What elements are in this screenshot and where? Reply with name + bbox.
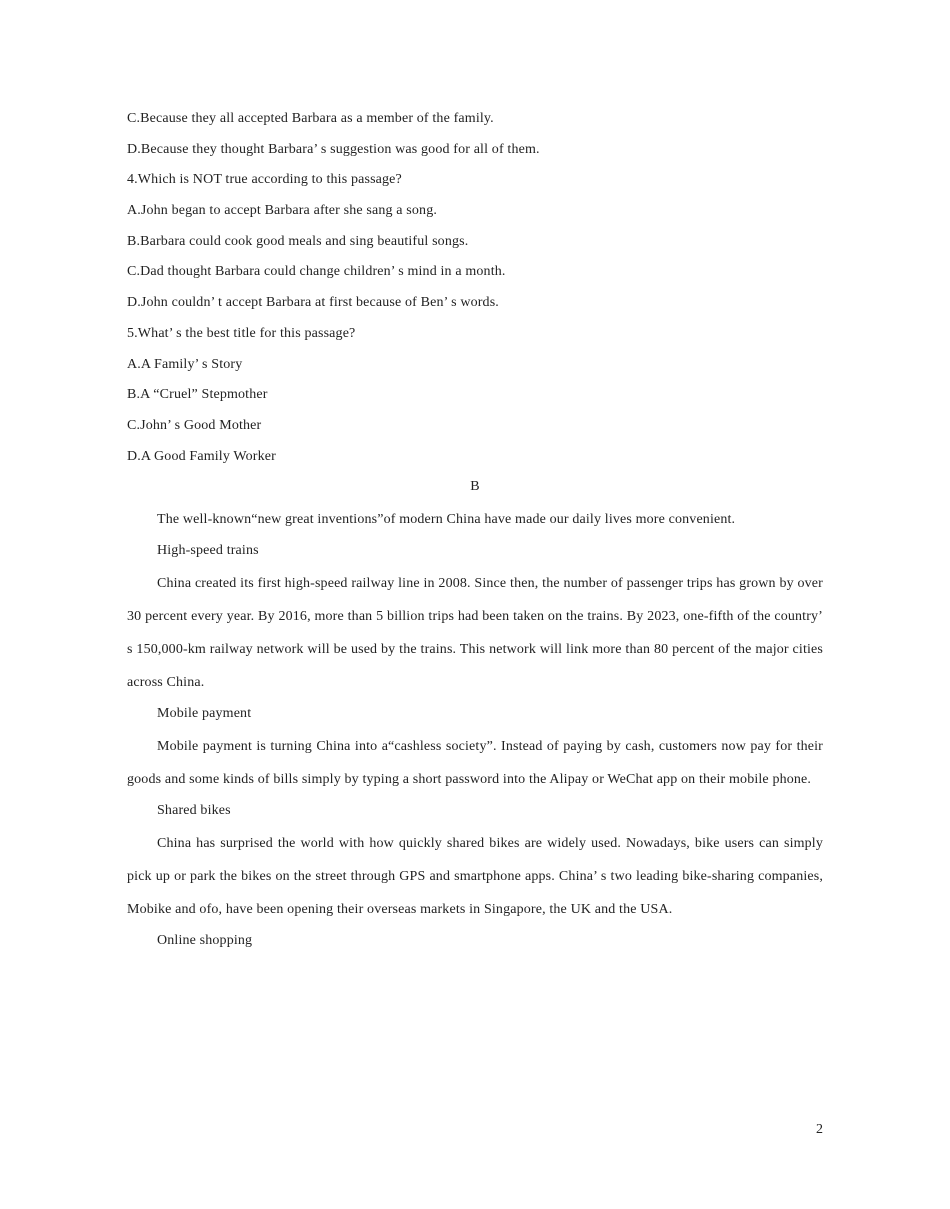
section-heading-mobile-payment: Mobile payment	[157, 706, 252, 722]
section-body-mobile-payment: Mobile payment is turning China into a“cashless society”. Instead of paying by cash, customers now pay for their goods and some kinds of bills simply by typing a short password into the Alipay or WeChat app on their mobile phone.	[127, 738, 823, 788]
section-body-high-speed-trains: China created its first high-speed railway line in 2008. Since then, the number of passenger trips has grown by over 30 percent every year. By 2016, more than 5 billion trips had been taken on the trains. By 2023, one-fifth of the country’ s 150,000-km railway network will be used by the trains. This network will link more than 80 percent of the major cities across China.	[127, 575, 823, 691]
section-body-shared-bikes: China has surprised the world with how quickly shared bikes are widely used. Nowadays, bike users can simply pick up or park the bikes on the street through GPS and smartphone apps. China’ s two leading bike-sharing companies, Mobike and ofo, have been opening their overseas markets in Singapore, the UK and the USA.	[127, 835, 823, 918]
section-heading-online-shopping: Online shopping	[157, 933, 253, 949]
question5-option-b: B.A “Cruel” Stepmother	[127, 387, 268, 403]
question4-option-d: D.John couldn’ t accept Barbara at first because of Ben’ s words.	[127, 295, 499, 311]
question5-option-c: C.John’ s Good Mother	[127, 417, 262, 433]
question5-option-a: A.A Family’ s Story	[127, 356, 243, 372]
question5-stem: 5.What’ s the best title for this passage?	[127, 325, 356, 341]
question3-option-c: C.Because they all accepted Barbara as a member of the family.	[127, 111, 494, 126]
question5-option-d: D.A Good Family Worker	[127, 448, 276, 464]
question4-stem: 4.Which is NOT true according to this passage?	[127, 172, 402, 188]
passage-b-intro: The well-known“new great inventions”of modern China have made our daily lives more convenient.	[157, 511, 736, 527]
section-heading-shared-bikes: Shared bikes	[157, 803, 231, 819]
passage-b-letter: B	[470, 479, 480, 495]
page-number: 2	[816, 1122, 823, 1137]
question4-option-c: C.Dad thought Barbara could change children’ s mind in a month.	[127, 264, 506, 280]
page-content	[127, 104, 823, 957]
question4-option-b: B.Barbara could cook good meals and sing beautiful songs.	[127, 233, 469, 249]
section-heading-high-speed-trains: High-speed trains	[157, 543, 259, 559]
question3-option-d: D.Because they thought Barbara’ s suggestion was good for all of them.	[127, 141, 540, 157]
question4-option-a: A.John began to accept Barbara after she sang a song.	[127, 203, 438, 219]
